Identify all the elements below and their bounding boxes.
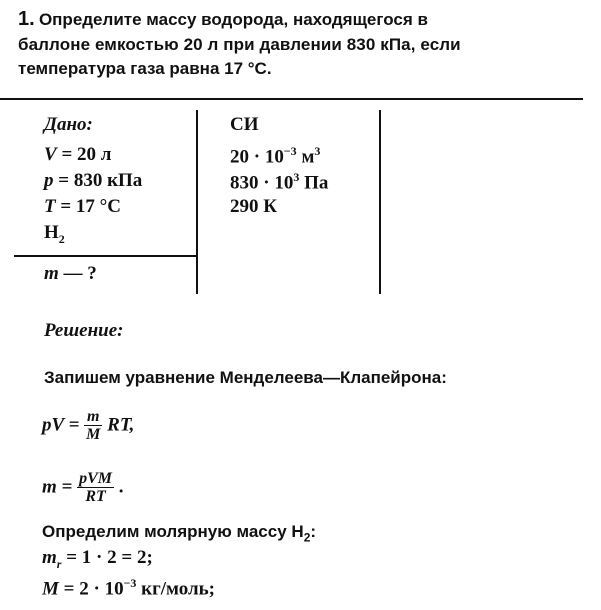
- si-row-volume: $20 \cdot 10^{-3}$ $м^3$: [230, 144, 321, 168]
- given-substance: $H_2$: [44, 222, 65, 246]
- problem-number: 1.: [18, 8, 35, 30]
- equation-mass: m = $\frac{\text{pVM}}{RT}$ .: [42, 470, 124, 505]
- problem-line-2: баллоне емкостью 20 л при давлении 830 кПа, если: [18, 35, 461, 54]
- problem-line-3: температура газа равна 17 °С.: [18, 59, 272, 78]
- problem-divider: [0, 98, 583, 100]
- molar-intro: Определим молярную массу $H_2$:: [42, 522, 317, 545]
- si-row-pressure: $830 \cdot 10^3$ Па: [230, 170, 329, 194]
- si-right-divider: [379, 110, 381, 294]
- relative-mass: $m_r = 1 \cdot 2 = 2$;: [42, 547, 153, 571]
- si-row-temperature: 290 К: [230, 196, 278, 217]
- solution-intro: Запишем уравнение Менделеева—Клапейрона:: [44, 368, 447, 387]
- problem-line-1: [18, 10, 428, 29]
- given-row-pressure: p = 830 кПа: [44, 170, 143, 191]
- solution-header: Решение:: [44, 320, 124, 341]
- equation-mendeleev: pV = $\frac{m}{M}$ RT,: [42, 408, 135, 443]
- given-si-divider: [196, 110, 198, 294]
- given-row-volume: V = 20 л: [44, 144, 112, 165]
- si-header: СИ: [230, 114, 259, 135]
- given-header: Дано:: [44, 114, 93, 135]
- problem-text-1: Определите массу водорода, находящегося в: [38, 10, 428, 29]
- molar-mass: $M = 2 \cdot 10^{-3}$ кг/моль;: [42, 576, 216, 600]
- given-unknown: m — ?: [44, 263, 97, 284]
- given-row-temperature: T = 17 °С: [44, 196, 122, 217]
- given-unknown-divider: [14, 255, 197, 257]
